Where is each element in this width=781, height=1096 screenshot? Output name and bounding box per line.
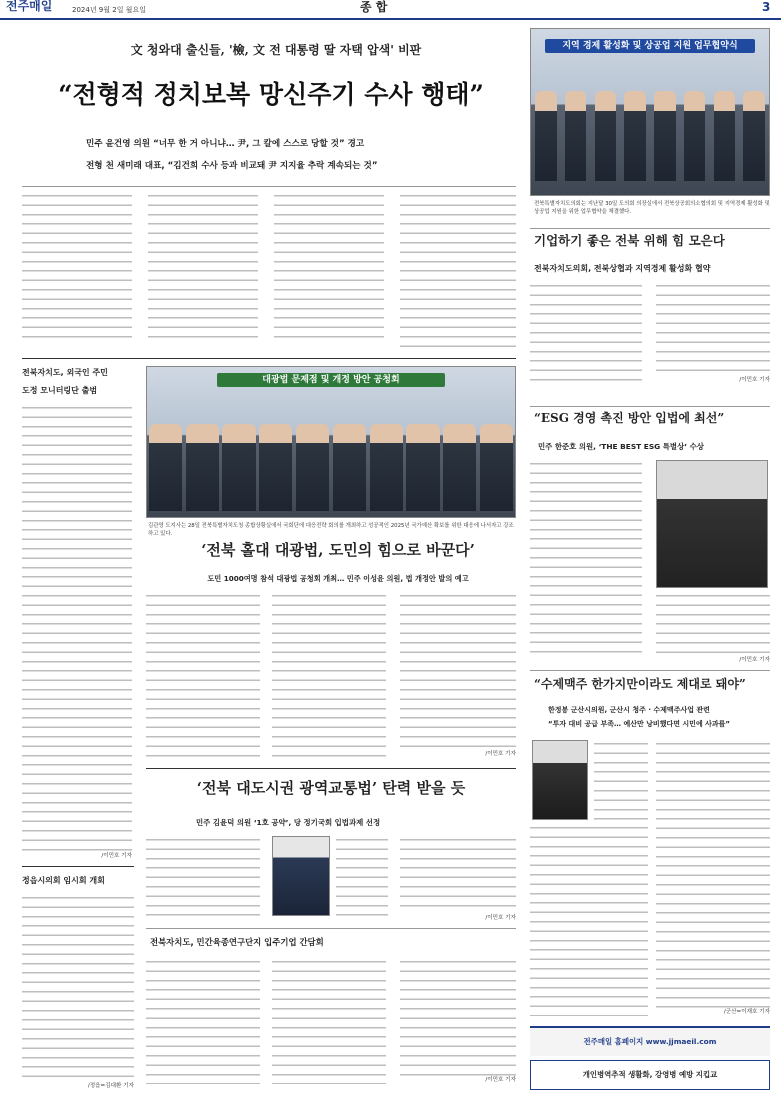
story8-byline: /정읍=김대환 기자 — [87, 1083, 134, 1089]
photo-banner: 지역 경제 활성화 및 상공업 지원 업무협약식 — [545, 39, 755, 53]
lead-body-col2 — [148, 192, 258, 340]
story9-headline: 전북자치도, 민간육종연구단지 입주기업 간담회 — [150, 937, 324, 947]
newspaper-logo: 전주매일 — [6, 0, 53, 13]
story2-headline: 기업하기 좋은 전북 위해 힘 모은다 — [534, 233, 725, 248]
divider — [22, 186, 516, 187]
story8-body — [22, 894, 134, 1082]
agreement-photo — [530, 28, 770, 196]
story5-subhead: 민주 한준호 의원, ‘THE BEST ESG 특별상’ 수상 — [538, 442, 704, 451]
homepage-ad — [530, 1026, 770, 1056]
section-title: 종 합 — [360, 0, 388, 14]
divider — [530, 670, 770, 671]
story6-subhead-2: “투자 대비 공급 부족… 예산만 낭비했다면 시민에 사과를” — [548, 720, 731, 728]
lead-headline: “전형적 정치보복 망신주기 수사 행태” — [58, 80, 484, 109]
story2-body-col2 — [656, 282, 770, 376]
story2-byline: /이민호 기자 — [739, 377, 770, 383]
hearing-photo — [146, 366, 516, 518]
story4-body-col2 — [272, 592, 386, 760]
story5-byline: /이민호 기자 — [739, 657, 770, 663]
divider — [22, 358, 516, 359]
story8-headline: 정읍시의회 임시회 개회 — [22, 876, 105, 885]
divider — [530, 228, 770, 229]
story7-body-col2 — [336, 836, 388, 922]
lead-subhead-2: 전형 천 새미래 대표, “김건희 수사 등과 비교돼 尹 지지율 추락 계속되는 것” — [86, 161, 378, 171]
story7-headline: ‘전북 대도시권 광역교통법’ 탄력 받을 듯 — [196, 779, 466, 797]
award-photo — [656, 460, 768, 588]
story5-headline: “ESG 경영 촉진 방안 입법에 최선” — [534, 411, 725, 425]
story3-byline: /이민호 기자 — [101, 853, 132, 859]
story9-body-col3 — [400, 958, 516, 1076]
story2-body-col1 — [530, 282, 642, 382]
story7-body-col1 — [146, 836, 260, 922]
story3-headline: 전북자치도, 외국인 주민 — [22, 368, 108, 377]
story5-body-col2 — [656, 592, 770, 656]
story9-body-col2 — [272, 958, 386, 1084]
story7-body-col3 — [400, 836, 516, 914]
hearing-banner: 대광법 문제점 및 개정 방안 공청회 — [217, 373, 445, 387]
lead-subhead-1: 민주 윤건영 의원 “너무 한 거 아니냐… 尹, 그 칼에 스스로 당할 것” 경고 — [86, 139, 365, 149]
story9-byline: /이민호 기자 — [485, 1077, 516, 1083]
divider — [530, 406, 770, 407]
lawmaker-photo — [272, 836, 330, 916]
councilor-photo — [532, 740, 588, 820]
divider — [146, 928, 516, 929]
story6-body-col2 — [656, 740, 770, 1008]
story3-headline-2: 도정 모니터링단 출범 — [22, 386, 98, 395]
story7-subhead: 민주 김윤덕 의원 ‘1호 공약’, 당 정기국회 입법과제 선정 — [196, 818, 381, 827]
page-number: 3 — [762, 0, 771, 14]
homepage-ad-text: 전주매일 홈페이지 www.jjmaeil.com — [583, 1037, 717, 1046]
public-notice-ad-text: 개인병역추적 생활화, 강영병 예방 지킵교 — [582, 1070, 718, 1079]
divider — [146, 768, 516, 769]
story6-headline: “수제맥주 한가지만이라도 제대로 돼야” — [534, 677, 746, 691]
lead-body-col3 — [274, 192, 384, 340]
story4-subhead: 도민 1000여명 참석 대광법 공청회 개최… 민주 이성윤 의원, 법 개정안 발의 예고 — [207, 574, 469, 583]
issue-date: 2024년 9월 2일 월요일 — [72, 6, 146, 14]
story4-byline: /이민호 기자 — [485, 751, 516, 757]
photo2-caption: 김관영 도지사는 28일 전북특별자치도청 종합상황실에서 국회단에 대응전략 회의를 개최하고 성공적인 2025년 국가예산 확보를 위한 대응에 나서자고 강조하고 있다. — [148, 523, 514, 537]
story6-body-col1a — [594, 740, 648, 820]
lead-body-col4 — [400, 192, 516, 350]
story6-subhead: 한정봉 군산시의원, 군산시 청주 · 수제맥주사업 관련 — [548, 706, 710, 714]
story6-byline: /군산=이재호 기자 — [723, 1009, 770, 1015]
public-notice-ad — [530, 1060, 770, 1090]
lead-kicker: 文 청와대 출신들, '檢, 文 전 대통령 딸 자택 압색' 비판 — [130, 43, 422, 57]
story4-headline: ‘전북 홀대 대광법, 도민의 힘으로 바꾼다’ — [201, 541, 475, 559]
lead-body-col1 — [22, 192, 132, 340]
story5-body-col1 — [530, 460, 642, 656]
divider — [22, 866, 134, 867]
story2-subhead: 전북자치도의회, 전북상협과 지역경제 활성화 협약 — [534, 264, 711, 273]
photo1-caption: 전북특별자치도의회는 지난달 30일 도의회 의장실에서 전북상공회의소협의회 및 지역경제 활성화 및 상공업 지원을 위한 업무협약을 체결했다. — [534, 201, 770, 215]
story9-body-col1 — [146, 958, 260, 1084]
story4-body-col3 — [400, 592, 516, 748]
story3-body — [22, 404, 132, 852]
story7-byline: /이민호 기자 — [485, 915, 516, 921]
story4-body-col1 — [146, 592, 260, 760]
story6-body-col1b — [530, 824, 648, 1016]
